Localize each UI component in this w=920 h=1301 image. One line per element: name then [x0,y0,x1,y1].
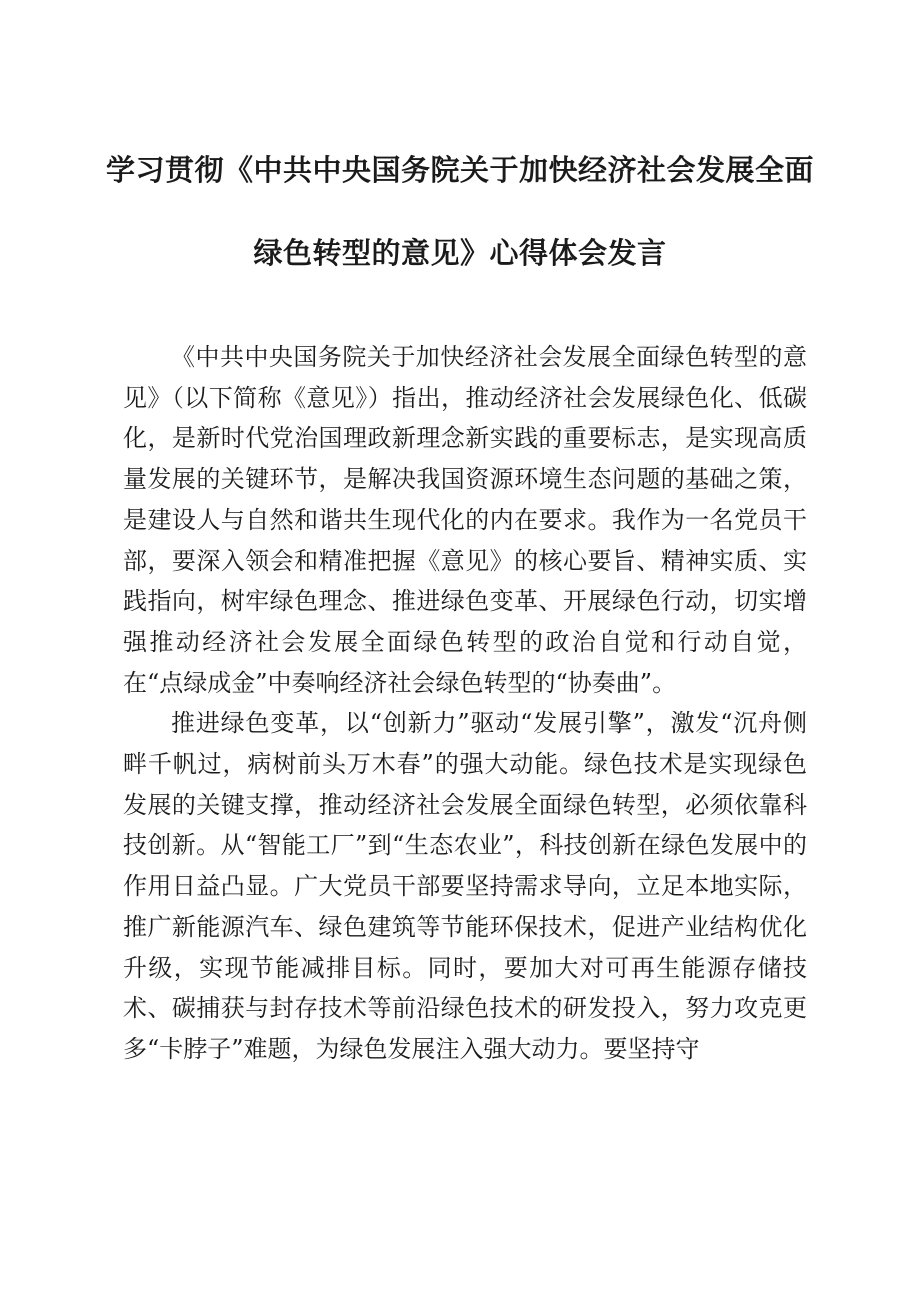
document-title-line-2: 绿色转型的意见》心得体会发言 [253,236,667,270]
body-paragraph-2: 推进绿色变革，以“创新力”驱动“发展引擎”，激发“沉舟侧畔千帆过，病树前头万木春”的强大动能。绿色技术是实现绿色发展的关键支撑，推动经济社会发展全面绿色转型，必须依靠科技创新。从“智能工厂”到“生态农业”，科技创新在绿色发展中的作用日益凸显。广大党员干部要坚持需求导向，立足本地实际，推广新能源汽车、绿色建筑等节能环保技术，促进产业结构优化升级，实现节能减排目标。同时，要加大对可再生能源存储技术、碳捕获与封存技术等前沿绿色技术的研发投入，努力攻克更多“卡脖子”难题，为绿色发展注入强大动力。要坚持守 [123,709,807,1063]
document-body [123,337,807,1070]
document-title-line-1: 学习贯彻《中共中央国务院关于加快经济社会发展全面 [105,153,814,187]
body-paragraph-1: 《中共中央国务院关于加快经济社会发展全面绿色转型的意见》（以下简称《意见》）指出，推动经济社会发展绿色化、低碳化，是新时代党治国理政新理念新实践的重要标志，是实现高质量发展的关键环节，是解决我国资源环境生态问题的基础之策，是建设人与自然和谐共生现代化的内在要求。我作为一名党员干部，要深入领会和精准把握《意见》的核心要旨、精神实质、实践指向，树牢绿色理念、推进绿色变革、开展绿色行动，切实增强推动经济社会发展全面绿色转型的政治自觉和行动自觉，在“点绿成金”中奏响经济社会绿色转型的“协奏曲”。 [123,343,807,697]
